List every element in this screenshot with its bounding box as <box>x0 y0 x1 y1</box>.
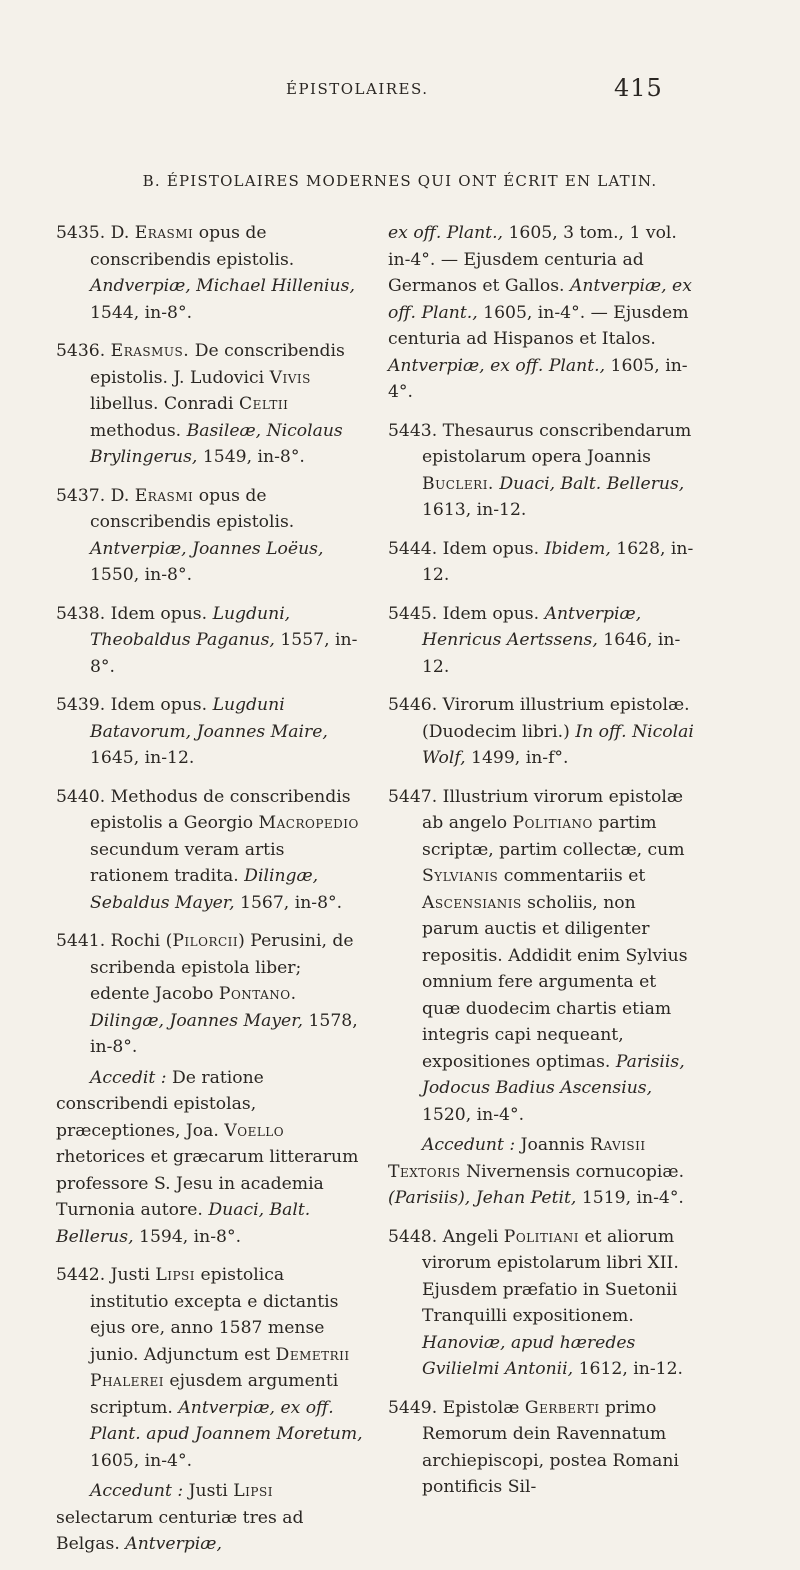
entry-run: 1605, in-4°. <box>90 1450 193 1471</box>
entry-run: Nivernensis cornucopiæ. <box>460 1161 685 1182</box>
imprint-text: Antverpiæ, ex off. Plant. apud Joannem Moretum, <box>90 1397 363 1444</box>
author-name: Gerberti <box>524 1397 600 1418</box>
entry-text <box>388 536 696 589</box>
entry-run: 1646, in-12. <box>422 630 681 677</box>
entry-run: epistolica institutio excepta e dictantis ejus ore, anno 1587 mense junio. Adjunctum est <box>90 1265 339 1365</box>
entry-run: secundum veram artis rationem tradita. <box>90 839 285 886</box>
catalog-entry-5447 <box>388 784 696 1212</box>
author-name: Pontano. <box>218 984 297 1004</box>
imprint-text: Basileæ, Nicolaus Brylingerus, <box>90 420 343 467</box>
author-name: Celtii <box>238 394 289 414</box>
entry-run: methodus. <box>90 420 187 441</box>
imprint-text: Accedunt : <box>422 1135 516 1155</box>
catalog-entry-5436 <box>56 338 364 471</box>
entry-run: 5444. Idem opus. <box>388 538 545 559</box>
imprint-text: Lugduni, Theobaldus Paganus, <box>90 603 291 650</box>
author-name: Lipsi <box>233 1481 273 1501</box>
page-number: 415 <box>614 74 663 102</box>
entry-run: 1520, in-4°. <box>422 1104 525 1125</box>
author-name: Macropedio <box>258 813 359 833</box>
entry-run: 1499, in-f°. <box>465 748 569 768</box>
entry-text <box>388 601 696 681</box>
entry-run: 1567, in-8°. <box>234 892 343 913</box>
author-name: Erasmi <box>134 485 194 506</box>
entry-run: opus de conscribendis epistolis. <box>90 223 295 270</box>
catalog-entry-5445 <box>388 601 696 681</box>
entry-run: scholiis, non parum auctis et diligenter repositis. Addidit enim Sylvius omnium fere argumenta et quæ duodecim chartis etiam integris capi nequeant, expositiones optimas. <box>422 892 688 1072</box>
right-column <box>388 220 696 1513</box>
catalog-entry-5449 <box>388 1395 696 1501</box>
entry-addendum <box>56 1065 364 1251</box>
catalog-entry-5446 <box>388 692 696 772</box>
imprint-text: Accedit : <box>90 1067 167 1088</box>
entry-text <box>56 928 364 1061</box>
entry-text <box>388 1224 696 1383</box>
author-name: Politiani <box>503 1226 580 1247</box>
author-name: Ascensianis <box>422 892 522 913</box>
entry-run: 5449. Epistolæ <box>388 1397 525 1418</box>
author-name: Sylvianis <box>422 866 499 886</box>
entry-run: 5440. Methodus de conscribendis epistolis a Georgio <box>56 786 351 833</box>
imprint-text: Duaci, Balt. Bellerus, <box>499 473 685 494</box>
entry-run: 5445. Idem opus. <box>388 603 545 624</box>
running-title: ÉPISTOLAIRES. <box>286 80 429 98</box>
author-name: Lipsi <box>155 1265 196 1285</box>
entry-text <box>56 483 364 589</box>
catalog-entry-5441 <box>56 928 364 1250</box>
entry-run: 1605, 3 tom., 1 vol. in-4°. — Ejusdem centuria ad Germanos et Gallos. <box>388 223 677 296</box>
entry-run: 5442. Justi <box>56 1265 156 1285</box>
author-name: Erasmi <box>134 223 194 243</box>
author-name: Demetrii Phalerei <box>90 1344 350 1391</box>
entry-addendum <box>388 1132 696 1212</box>
imprint-text: Antverpiæ, Henricus Aertssens, <box>422 603 642 650</box>
catalog-entry-5440 <box>56 784 364 917</box>
catalog-entry-continuation <box>388 220 696 406</box>
page-header <box>0 74 800 110</box>
entry-run: 1612, in-12. <box>573 1359 683 1379</box>
entry-addendum <box>56 1478 364 1558</box>
entry-run: 1594, in-8°. <box>133 1226 242 1247</box>
catalog-entry-5438 <box>56 601 364 681</box>
entry-text <box>56 1262 364 1474</box>
entry-text <box>56 692 364 772</box>
catalog-entry-5443 <box>388 418 696 524</box>
entry-run: 1605, in-4°. — Ejusdem centuria ad Hispanos et Italos. <box>388 302 689 349</box>
imprint-text: Duaci, Balt. Bellerus, <box>56 1200 311 1247</box>
entry-run: 5446. Virorum illustrium epistolæ. (Duodecim libri.) <box>388 695 690 742</box>
imprint-text: Antverpiæ, ex off. Plant., <box>388 276 692 323</box>
entry-text <box>56 784 364 917</box>
entry-run: et aliorum virorum epistolarum libri XII. Ejusdem præfatio in Suetonii Tranquilli expositionem. <box>422 1226 679 1326</box>
left-column <box>56 220 364 1570</box>
entry-run: 5448. Angeli <box>388 1226 504 1247</box>
imprint-text: Antverpiæ, <box>125 1534 222 1554</box>
entry-run: 1628, in-12. <box>422 538 694 585</box>
entry-run: opus de conscribendis epistolis. <box>90 485 295 532</box>
entry-run: De ratione conscribendi epistolas, præceptiones, Joa. <box>56 1067 264 1141</box>
entry-text <box>56 601 364 681</box>
entry-run: 5447. Illustrium virorum epistolæ ab angelo <box>388 786 684 833</box>
imprint-text: Ibidem, <box>544 538 611 559</box>
catalog-entry-5437 <box>56 483 364 589</box>
author-name: Ravisii Textoris <box>388 1135 646 1182</box>
imprint-text: Parisiis, Jodocus Badius Ascensius, <box>422 1051 685 1098</box>
author-name: Pilorcii <box>172 931 239 951</box>
entry-run: 1557, in-8°. <box>90 630 358 677</box>
imprint-text: Hanoviæ, apud hæredes Gvilielmi Antonii, <box>422 1332 636 1379</box>
imprint-text: Antverpiæ, ex off. Plant., <box>388 355 606 376</box>
entry-run: Joannis <box>515 1135 591 1155</box>
entry-run: 1605, in-4°. <box>388 355 688 402</box>
imprint-text: Accedunt : <box>90 1481 184 1501</box>
imprint-text: Andverpiæ, Michael Hillenius, <box>90 276 355 296</box>
entry-run: partim scriptæ, partim collectæ, cum <box>422 813 685 860</box>
entry-run: 1519, in-4°. <box>576 1188 684 1208</box>
entry-run: ejusdem argumenti scriptum. <box>90 1371 339 1418</box>
catalog-entry-5444 <box>388 536 696 589</box>
entry-run: 5438. Idem opus. <box>56 603 213 624</box>
entry-run: 1645, in-12. <box>90 748 195 768</box>
entry-text <box>388 1395 696 1501</box>
catalog-entry-5442 <box>56 1262 364 1558</box>
entry-run: primo Remorum dein Ravennatum archiepiscopi, postea Romani pontificis Sil- <box>422 1397 679 1497</box>
imprint-text: Dilingæ, Joannes Mayer, <box>90 1010 304 1031</box>
imprint-text: (Parisiis), Jehan Petit, <box>388 1188 577 1208</box>
imprint-text: ex off. Plant., <box>388 223 503 243</box>
entry-run: 1613, in-12. <box>422 500 527 520</box>
author-name: Bucleri. <box>422 473 494 494</box>
entry-run: rhetorices et græcarum litterarum professore S. Jesu in academia Turnonia autore. <box>56 1147 359 1220</box>
catalog-entry-5448 <box>388 1224 696 1383</box>
entry-run: 1544, in-8°. <box>90 302 193 323</box>
entry-text <box>56 338 364 471</box>
imprint-text: Dilingæ, Sebaldus Mayer, <box>90 866 319 913</box>
entry-run: libellus. Conradi <box>90 394 239 414</box>
author-name: Politiano <box>512 813 593 833</box>
entry-text <box>388 692 696 772</box>
entry-run: 5435. D. <box>56 223 135 243</box>
entry-run: 5436. <box>56 341 111 361</box>
entry-text <box>388 784 696 1129</box>
entry-text <box>388 418 696 524</box>
author-name: Vivis <box>269 367 311 388</box>
entry-run: 1549, in-8°. <box>197 447 305 467</box>
author-name: Voello <box>224 1120 285 1141</box>
entry-run: ) Perusini, de scribenda epistola liber; edente Jacobo <box>90 931 354 1004</box>
imprint-text: Lugduni Batavorum, Joannes Maire, <box>90 695 328 742</box>
entry-text <box>388 220 696 406</box>
entry-run: 5443. Thesaurus conscribendarum epistolarum opera Joannis <box>388 420 692 467</box>
author-name: Erasmus. <box>110 341 190 361</box>
entry-text <box>56 220 364 326</box>
catalog-entry-5435 <box>56 220 364 326</box>
entry-run: 1578, in-8°. <box>90 1010 358 1057</box>
entry-run: Justi <box>183 1481 234 1501</box>
entry-run: commentariis et <box>498 866 646 886</box>
entry-run: 5439. Idem opus. <box>56 695 213 715</box>
entry-run: 1550, in-8°. <box>90 565 193 585</box>
entry-run: 5441. Rochi ( <box>56 931 173 951</box>
entry-run: selectarum centuriæ tres ad Belgas. <box>56 1507 304 1554</box>
catalog-entry-5439 <box>56 692 364 772</box>
entry-run: 5437. D. <box>56 485 135 506</box>
section-heading: B. ÉPISTOLAIRES MODERNES QUI ONT ÉCRIT EN LATIN. <box>142 172 658 190</box>
entry-run: De conscribendis epistolis. J. Ludovici <box>90 341 345 388</box>
imprint-text: In off. Nicolai Wolf, <box>422 721 694 768</box>
imprint-text: Antverpiæ, Joannes Loëus, <box>90 538 324 559</box>
